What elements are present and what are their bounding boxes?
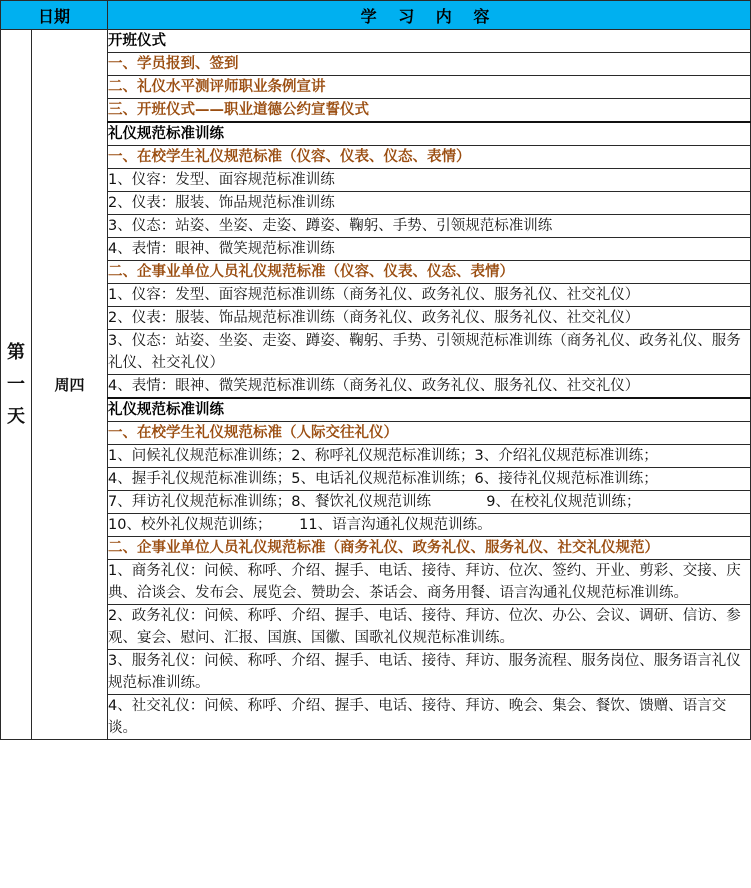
content-column-header-label: 学 习 内 容 bbox=[360, 6, 498, 26]
content-row bbox=[1, 468, 751, 491]
row-14: 4、表情：眼神、微笑规范标准训练（商务礼仪、政务礼仪、服务礼仪、社交礼仪） bbox=[108, 375, 751, 399]
row-1: 一、学员报到、签到 bbox=[108, 53, 751, 76]
content-row bbox=[1, 192, 751, 215]
row-2: 二、礼仪水平测评师职业条例宣讲 bbox=[108, 76, 751, 99]
content-row bbox=[1, 53, 751, 76]
content-row bbox=[1, 330, 751, 375]
weekday-label: 周四 bbox=[32, 30, 108, 740]
content-row bbox=[1, 398, 751, 422]
row-23: 2、政务礼仪：问候、称呼、介绍、握手、电话、接待、拜访、位次、办公、会议、调研、信访、参观、宴会、慰问、汇报、国旗、国徽、国歌礼仪规范标准训练。 bbox=[108, 605, 751, 650]
content-row bbox=[1, 605, 751, 650]
row-18: 4、握手礼仪规范标准训练；5、电话礼仪规范标准训练；6、接待礼仪规范标准训练； bbox=[108, 468, 751, 491]
row-9: 4、表情：眼神、微笑规范标准训练 bbox=[108, 238, 751, 261]
row-21: 二、企事业单位人员礼仪规范标准（商务礼仪、政务礼仪、服务礼仪、社交礼仪规范） bbox=[108, 537, 751, 560]
row-3: 三、开班仪式——职业道德公约宣誓仪式 bbox=[108, 99, 751, 123]
row-7: 2、仪表：服装、饰品规范标准训练 bbox=[108, 192, 751, 215]
row-22: 1、商务礼仪：问候、称呼、介绍、握手、电话、接待、拜访、位次、签约、开业、剪彩、交接、庆典、洽谈会、发布会、展览会、赞助会、茶话会、商务用餐、语言沟通礼仪规范标准训练。 bbox=[108, 560, 751, 605]
row-11: 1、仪容：发型、面容规范标准训练（商务礼仪、政务礼仪、服务礼仪、社交礼仪） bbox=[108, 284, 751, 307]
content-row bbox=[1, 261, 751, 284]
content-row bbox=[1, 422, 751, 445]
content-row bbox=[1, 650, 751, 695]
row-12: 2、仪表：服装、饰品规范标准训练（商务礼仪、政务礼仪、服务礼仪、社交礼仪） bbox=[108, 307, 751, 330]
content-row bbox=[1, 169, 751, 192]
content-row bbox=[1, 76, 751, 99]
row-15: 礼仪规范标准训练 bbox=[108, 398, 751, 422]
content-column-header bbox=[108, 1, 751, 30]
content-row bbox=[1, 491, 751, 514]
content-row bbox=[1, 375, 751, 399]
content-row bbox=[1, 99, 751, 123]
content-row bbox=[1, 284, 751, 307]
row-16: 一、在校学生礼仪规范标准（人际交往礼仪） bbox=[108, 422, 751, 445]
date-column-header: 日期 bbox=[1, 1, 108, 30]
content-row bbox=[1, 560, 751, 605]
header-row bbox=[1, 1, 751, 30]
content-row bbox=[1, 537, 751, 560]
row-13: 3、仪态：站姿、坐姿、走姿、蹲姿、鞠躬、手势、引领规范标准训练（商务礼仪、政务礼仪、服务礼仪、社交礼仪） bbox=[108, 330, 751, 375]
day-label bbox=[1, 30, 32, 740]
row-20: 10、校外礼仪规范训练； 11、语言沟通礼仪规范训练。 bbox=[108, 514, 751, 537]
row-4: 礼仪规范标准训练 bbox=[108, 122, 751, 146]
row-5: 一、在校学生礼仪规范标准（仪容、仪表、仪态、表情） bbox=[108, 146, 751, 169]
row-19: 7、拜访礼仪规范标准训练；8、餐饮礼仪规范训练 9、在校礼仪规范训练； bbox=[108, 491, 751, 514]
row-17: 1、问候礼仪规范标准训练；2、称呼礼仪规范标准训练；3、介绍礼仪规范标准训练； bbox=[108, 445, 751, 468]
content-row bbox=[1, 30, 751, 53]
content-row bbox=[1, 238, 751, 261]
day-label-char: 天 bbox=[7, 405, 25, 427]
row-8: 3、仪态：站姿、坐姿、走姿、蹲姿、鞠躬、手势、引领规范标准训练 bbox=[108, 215, 751, 238]
content-row bbox=[1, 215, 751, 238]
day-label-char: 一 bbox=[7, 373, 25, 395]
row-24: 3、服务礼仪：问候、称呼、介绍、握手、电话、接待、拜访、服务流程、服务岗位、服务语言礼仪规范标准训练。 bbox=[108, 650, 751, 695]
content-row bbox=[1, 695, 751, 740]
day-label-char: 第 bbox=[7, 341, 25, 363]
content-row bbox=[1, 445, 751, 468]
content-row bbox=[1, 146, 751, 169]
content-row bbox=[1, 307, 751, 330]
row-25: 4、社交礼仪：问候、称呼、介绍、握手、电话、接待、拜访、晚会、集会、餐饮、馈赠、语言交谈。 bbox=[108, 695, 751, 740]
row-6: 1、仪容：发型、面容规范标准训练 bbox=[108, 169, 751, 192]
content-row bbox=[1, 122, 751, 146]
row-0: 开班仪式 bbox=[108, 30, 751, 53]
content-row bbox=[1, 514, 751, 537]
row-10: 二、企事业单位人员礼仪规范标准（仪容、仪表、仪态、表情） bbox=[108, 261, 751, 284]
